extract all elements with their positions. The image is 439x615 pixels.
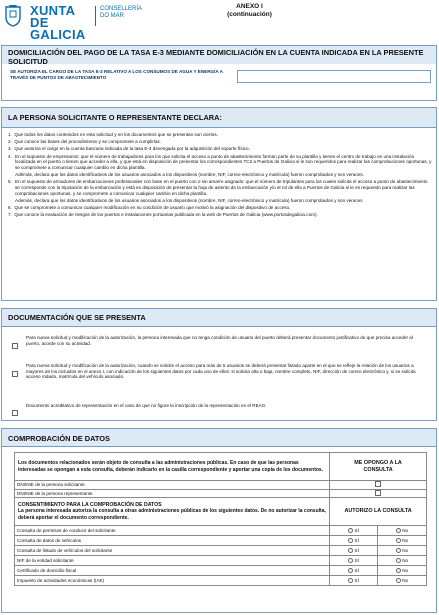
declaration-list — [8, 132, 432, 218]
consent-row-label: Consulta de permisos de conducir del solicitante — [15, 526, 330, 536]
declaration-item: 5. En el supuesto de armadores de embarcaciones profesionales con base en el puerto con o sin amarre asignado: que el número de tripulantes para los cuales solicita el acceso a punto de abastecimiento se corresponde con la tripulación de la embarcación y está en disposición de presentar la hoja de asiento de la embarcación y/o el rol de ella a Puertos de Galicia si le es requerido para realizar las comprobaciones oportunas, y se compromete a comunicar cualquier cambio en dicha plantilla. — [8, 179, 428, 196]
consent-no-radio[interactable]: No — [378, 526, 427, 536]
consent-no-radio[interactable]: No — [378, 546, 427, 556]
data-check-title-bar — [2, 429, 436, 447]
doc-checkbox-2[interactable] — [12, 364, 18, 382]
data-check-intro: Los documentos relacionados serán objeto de consulta a las administraciones públicas. En caso de que las personas interesadas se opongan a esta consulta, deberán indicarlo en la casilla correspondiente y aportar una copia de los documentos. — [15, 453, 330, 481]
authorize-header: AUTORIZO LA CONSULTA — [330, 498, 427, 526]
annex-title: ANEXO I — [236, 3, 263, 10]
consent-yes-radio[interactable]: SÍ — [330, 566, 378, 576]
documentation-title-bar — [2, 309, 436, 327]
declaration-item: Adémás, declara que los datos identificativos de los usuarios asociados a los dispositivos (nombre, NIF, correo-electrónico y matrícula) fueron comprobados y son veraces. — [15, 172, 364, 178]
doc-checkbox-1[interactable] — [12, 336, 18, 354]
doc-checkbox-3[interactable] — [12, 403, 18, 421]
logo-text: XUNTA DE GALICIA — [30, 3, 86, 42]
data-check-section — [1, 428, 437, 613]
doc-item-2: Para nueva solicitud y modificación de la autorización, cuando se solicite el acceso para más de 5 usuarios se deberá presentar listado aparte en el que se refleje la relación de los usuarios a mayores de los incluidos en el anexo I, con indicación de los siguientes datos por cada uno de ellos: si solicita alta o baja, nombre completo, NIF, dirección de correo electrónico y, si se solicita acceso rodado, matrícula del vehículo asociado. — [26, 363, 416, 380]
annex-heading — [0, 3, 439, 19]
oppose-row-label: DNI/NIE de la persona representante — [15, 489, 330, 498]
domiciliation-title-bar — [2, 46, 436, 64]
documentation-section — [1, 308, 437, 421]
consent-no-radio[interactable]: No — [378, 566, 427, 576]
consent-no-radio[interactable]: No — [378, 576, 427, 586]
consent-yes-radio[interactable]: SÍ — [330, 576, 378, 586]
data-check-title: COMPROBACIÓN DE DATOS — [8, 434, 110, 443]
domiciliation-authorization-text: SE AUTORIZA EL CARGO DE LA TASA E-3 RELATIVO A LOS CONSUMOS DE AGUA Y ENERGÍA A TRAVÉS DE PUNTOS DE ABASTECIMIENTO — [10, 69, 223, 80]
consent-yes-radio[interactable]: SÍ — [330, 526, 378, 536]
declaration-item: 2. Que conoce las bases del procedimiento y se compromete a cumplirlas. — [8, 139, 161, 145]
oppose-header: ME OPONGO A LA CONSULTA — [330, 453, 427, 481]
data-check-table — [14, 452, 427, 586]
consent-row-label: Consulta de listado de vehículos del solicitante — [15, 546, 330, 556]
documentation-title: DOCUMENTACIÓN QUE SE PRESENTA — [8, 313, 146, 322]
department-name: CONSELLERÍA DO MAR — [100, 6, 143, 19]
consent-row-label: Consulta de datos de vehículos — [15, 536, 330, 546]
consent-title: CONSENTIMIENTO PARA LA COMPROBACIÓN DE DATOS — [18, 502, 162, 509]
consent-yes-radio[interactable]: SÍ — [330, 546, 378, 556]
oppose-checkbox-2[interactable] — [330, 489, 427, 498]
doc-item-3: Documento acreditativo de representación en el caso de que no figure la inscripción de la representación en el REAG. — [26, 403, 267, 408]
consent-yes-radio[interactable]: SÍ — [330, 536, 378, 546]
annex-subtitle: (continuación) — [227, 11, 272, 18]
oppose-row-label: DNI/NIE de la persona solicitante — [15, 481, 330, 490]
declaration-item: Además, declara que los datos identificativos de los usuarios asociados a los dispositivos (nombre, NIF, correo-electrónico y matrícula) fueron comprobados y son veraces — [15, 198, 363, 204]
declaration-title-bar — [2, 108, 436, 128]
domiciliation-section — [1, 45, 437, 101]
declaration-item: 1. Que todos los datos contenidos en esta solicitud y en los documentos que se presentan son ciertos. — [8, 132, 218, 137]
declaration-section — [1, 107, 437, 301]
consent-no-radio[interactable]: No — [378, 556, 427, 566]
declaration-item: 7. Que conoce la evaluación de riesgos de los puertos e instalaciones portuarias publicada en la web de Puertos de Galicia (www.portosdegalicia.com). — [8, 212, 318, 218]
domiciliation-title: DOMICILIACIÓN DEL PAGO DE LA TASA E-3 MEDIANTE DOMICILIACIÓN EN LA CUENTA INDICADA EN LA PRESENTE SOLICITUD — [8, 48, 424, 66]
consent-row-label: Impuesto de actividades económicas (IAE) — [15, 576, 330, 586]
doc-item-1: Para nueva solicitud y modificación de la autorización, la persona interesada que no tenga condición de usuario del puerto deberá presentar documento justificativo de que precisa acceder al puerto, acorde con su actividad. — [26, 335, 413, 346]
declaration-item: 3. Que autoriza el cargo en la cuenta bancaria indicada de la tasa E-4 devengada por la adquisición del soporte físico. — [8, 146, 250, 152]
consent-row-label: Certificado de domicilio fiscal — [15, 566, 330, 576]
consent-yes-radio[interactable]: SÍ — [330, 556, 378, 566]
consent-cell — [15, 498, 330, 526]
oppose-checkbox-1[interactable] — [330, 481, 427, 490]
declaration-item: 4. En el supuesto de empresarios: que el número de trabajadores para los que solicita el acceso a punto de abastecimiento forman parte de su plantilla y tienen el centro de trabajo en una instalación localizada en el puerto o tienen que acceder a ella, y que está en disposición de presentar los correspondientes TC2 a Puertos de Galicia si le son requeridos para realizar las comprobaciones oportunas, y se compromete a comunicar cualquier cambio en dicha plantilla. — [8, 153, 432, 171]
consent-row-label: NIF de la entidad solicitante — [15, 556, 330, 566]
consent-text: La persona interesada autoriza la consulta a otras administraciones públicas de los siguientes datos. De no autorizar la consulta, deberá aportar el documento correspondiente. — [18, 508, 326, 521]
declaration-title: LA PERSONA SOLICITANTE O REPRESENTANTE DECLARA: — [8, 113, 222, 122]
consent-no-radio[interactable]: No — [378, 536, 427, 546]
declaration-item: 6. Que se compromete a comunicar cualquier modificación en su condición de usuario que motivó la asignación del dispositivo de acceso. — [8, 205, 291, 211]
domiciliation-authorization-field[interactable] — [237, 70, 431, 83]
